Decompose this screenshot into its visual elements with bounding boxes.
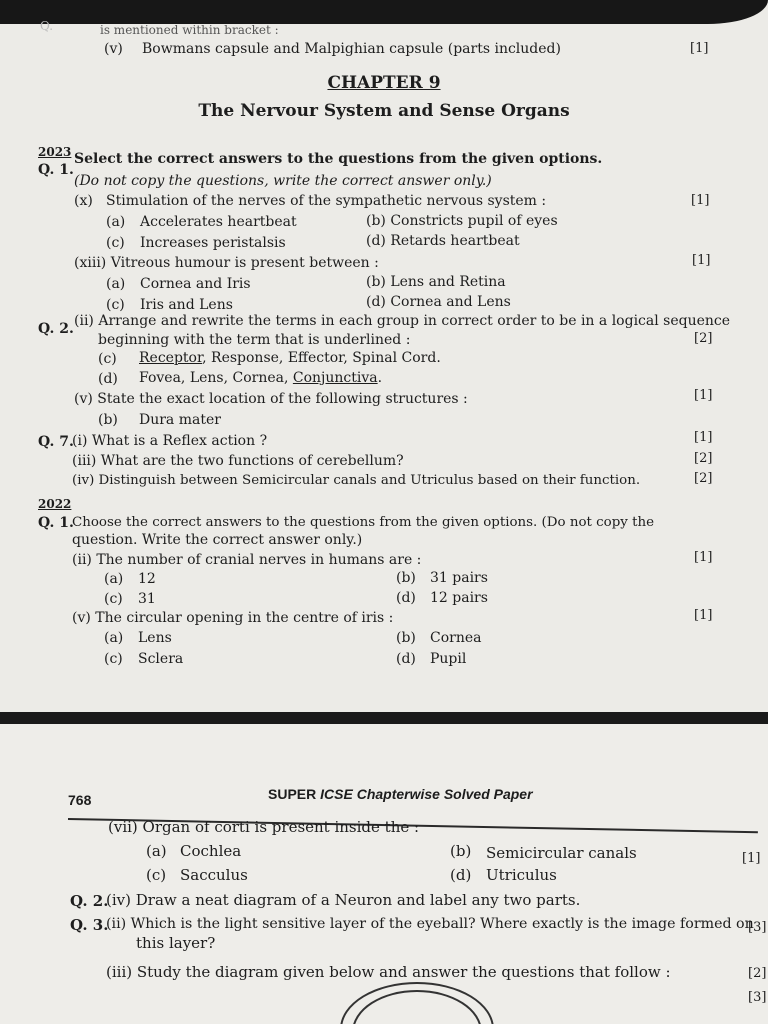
v2-a-text: Lens [138,630,172,646]
q1b-text: Choose the correct answers to the questions from the given options. (Do not copy the [72,515,655,530]
chapter-heading: CHAPTER 9 [327,73,441,93]
v2-b: (b) [396,630,416,646]
x-a: (a) [106,214,126,230]
ii-a-text: 12 [138,571,156,587]
q3-iii-mark: [2] [748,966,767,981]
q3-last-mark: [3] [748,990,767,1005]
q2b-num: Q. 2. [70,892,109,910]
v2-b-text: Cornea [430,630,482,646]
q-prefix: Q. [40,19,54,33]
x-text: Stimulation of the nerves of the sympathetic nervous system : [106,193,547,209]
q7-i-mark: [1] [694,430,713,445]
q2-d-underlined: Conjunctiva [292,370,378,386]
q2-d-end: . [377,370,383,386]
xiii-c: (c) [106,297,125,313]
vii-d-text: Utriculus [486,866,557,884]
q7-iv-mark: [2] [694,471,713,486]
q2-v-b: (b) [98,412,118,428]
vii-b: (b) [450,842,472,860]
v2-d-text: Pupil [430,651,467,667]
q1-num: Q. 1. [38,162,74,178]
q2-v-text: (v) State the exact location of the following structures : [74,391,468,407]
q2-c-line [139,350,441,367]
xiii-a-text: Cornea and Iris [140,276,251,292]
ii-d-text: 12 pairs [430,590,488,606]
vii-b-text: Semicircular canals [486,844,637,862]
vii-c-text: Sacculus [180,866,248,884]
x-mark: [1] [691,193,710,208]
header-part-c: Chapterwise Solved Paper [352,786,533,802]
v-num: (v) [104,41,123,57]
q1-text: Select the correct answers to the questions from the given options. [74,151,603,167]
xiii-a: (a) [106,276,126,292]
ii-c-text: 31 [138,591,156,607]
vii-a: (a) [146,842,167,860]
q7-i: (i) What is a Reflex action ? [72,433,268,449]
q2b-text: (iv) Draw a neat diagram of a Neuron and label any two parts. [106,891,581,909]
x-b: (b) Constricts pupil of eyes [366,213,558,229]
vii-mark: [1] [742,851,761,866]
x-d: (d) Retards heartbeat [366,233,520,249]
q2-text: (ii) Arrange and rewrite the terms in each group in correct order to be in a logical sequence [74,313,731,329]
q7-iii: (iii) What are the two functions of cerebellum? [72,453,404,469]
header-part-b: ICSE [320,786,353,802]
ii-b-text: 31 pairs [430,570,488,586]
xiii-text: (xiii) Vitreous humour is present between : [74,255,379,271]
q1b-num: Q. 1. [38,515,74,531]
vii-d: (d) [450,866,472,884]
xiii-b: (b) Lens and Retina [366,274,506,290]
q3-num: Q. 3. [70,916,109,934]
year-2022: 2022 [38,497,72,511]
q2-v-mark: [1] [694,388,713,403]
q7-iii-mark: [2] [694,451,713,466]
v2-a: (a) [104,630,124,646]
page-number: 768 [68,792,92,808]
q2-d-line [139,370,382,387]
q1-note: (Do not copy the questions, write the correct answer only.) [74,173,492,189]
q2-d: (d) [98,371,118,387]
page-gap [0,712,768,724]
q1b-text2: question. Write the correct answer only.) [72,532,363,548]
v-mark: [1] [690,41,709,56]
q3-mark: [3] [748,920,767,935]
v2-d: (d) [396,651,416,667]
q3-iii: (iii) Study the diagram given below and answer the questions that follow : [106,963,671,981]
q2-d-rest: Fovea, Lens, Cornea, [139,370,293,386]
header-part-a: SUPER [268,786,321,802]
x-num: (x) [74,193,93,209]
q3-text2: this layer? [136,934,216,952]
v2-c-text: Sclera [138,651,184,667]
vii-c: (c) [146,866,167,884]
cut-text: is mentioned within bracket : [100,23,279,37]
v-text: Bowmans capsule and Malpighian capsule (parts included) [142,41,561,57]
top-shadow [0,0,768,24]
v2-c: (c) [104,651,123,667]
chapter-title: The Nervour System and Sense Organs [198,101,570,121]
x-c-text: Increases peristalsis [140,235,286,251]
xiii-d: (d) Cornea and Lens [366,294,511,310]
x-a-text: Accelerates heartbeat [140,214,297,230]
x-c: (c) [106,235,125,251]
book-header [268,786,533,802]
page-lower [0,724,768,1024]
ii-b: (b) [396,570,416,586]
vii-text: (vii) Organ of corti is present inside the : [108,818,420,836]
xiii-c-text: Iris and Lens [140,297,233,313]
v2-text: (v) The circular opening in the centre of iris : [72,610,394,626]
ii-mark: [1] [694,550,713,565]
ii-c: (c) [104,591,123,607]
q2-c: (c) [98,351,117,367]
ii-d: (d) [396,590,416,606]
q7-num: Q. 7. [38,434,74,450]
ii-text: (ii) The number of cranial nerves in humans are : [72,552,422,568]
v2-mark: [1] [694,608,713,623]
q2-c-rest: , Response, Effector, Spinal Cord. [202,350,441,366]
q7-iv: (iv) Distinguish between Semicircular canals and Utriculus based on their function. [72,473,641,488]
xiii-mark: [1] [692,253,711,268]
q2-v-b-text: Dura mater [139,412,221,428]
ii-a: (a) [104,571,124,587]
q3-text: (ii) Which is the light sensitive layer of the eyeball? Where exactly is the image formed on [106,916,754,932]
q2-text2: beginning with the term that is underlined : [98,332,411,348]
q2-num: Q. 2. [38,321,74,337]
q2-c-underlined: Receptor [139,350,203,366]
vii-a-text: Cochlea [180,842,242,860]
year-2023: 2023 [38,145,72,159]
q2-mark: [2] [694,331,713,346]
